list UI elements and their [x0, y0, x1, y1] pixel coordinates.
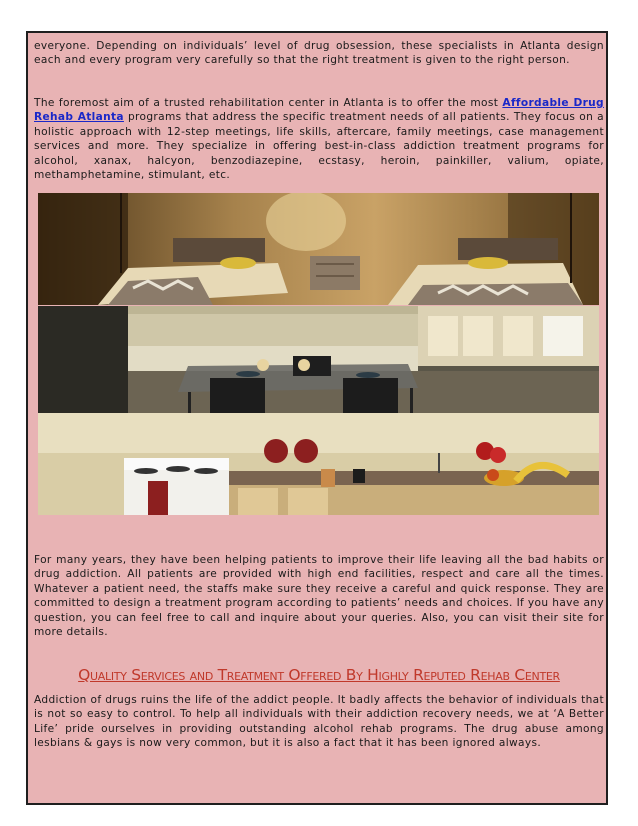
page-frame — [26, 31, 608, 805]
bedroom-photo — [38, 193, 599, 305]
paragraph-aim — [34, 96, 604, 182]
dining-room-photo — [38, 306, 599, 413]
paragraph-aim-text-2: programs that address the specific treatment needs of all patients. They focus on a holistic approach with 12-step meetings, life skills, aftercare, family meetings, case management services and more. They specialize in offering best-in-class addiction treatment programs for alcohol, xanax, halcyon, benzodiazepine, ecstasy, heroin, painkiller, valium, opiate, methamphetamine, stimulant, etc. — [34, 111, 604, 182]
content-area — [34, 39, 604, 797]
paragraph-history: For many years, they have been helping patients to improve their life leaving all the bad habits or drug addiction. All patients are provided with high end facilities, respect and care all the times. Whatever a patient need, the staffs make sure they receive a careful and quick response. They are committed to design a treatment program according to patients’ needs and choices. If you have any question, you can feel free to call and inquire about your queries. Also, you can visit their site for more details. — [34, 554, 604, 639]
section-heading: Quality Services and Treatment Offered By Highly Reputed Rehab Center — [78, 666, 560, 684]
paragraph-intro: everyone. Depending on individuals’ level of drug obsession, these specialists in Atlanta design each and every program very carefully so that the right treatment is given to the right person. — [34, 40, 604, 67]
paragraph-addiction: Addiction of drugs ruins the life of the addict people. It badly affects the behavior of individuals that is not so easy to control. To help all individuals with their addiction recovery needs, we at ‘A Better Life’ pride ourselves in providing outstanding alcohol rehab programs. The drug abuse among lesbians & gays is now very common, but it is also a fact that it has been ignored always. — [34, 694, 604, 750]
affordable-drug-rehab-link[interactable]: Affordable Drug Rehab Atlanta — [34, 97, 604, 124]
kitchen-photo — [38, 413, 599, 515]
paragraph-aim-text-1: The foremost aim of a trusted rehabilitation center in Atlanta is to offer the most — [34, 97, 503, 109]
